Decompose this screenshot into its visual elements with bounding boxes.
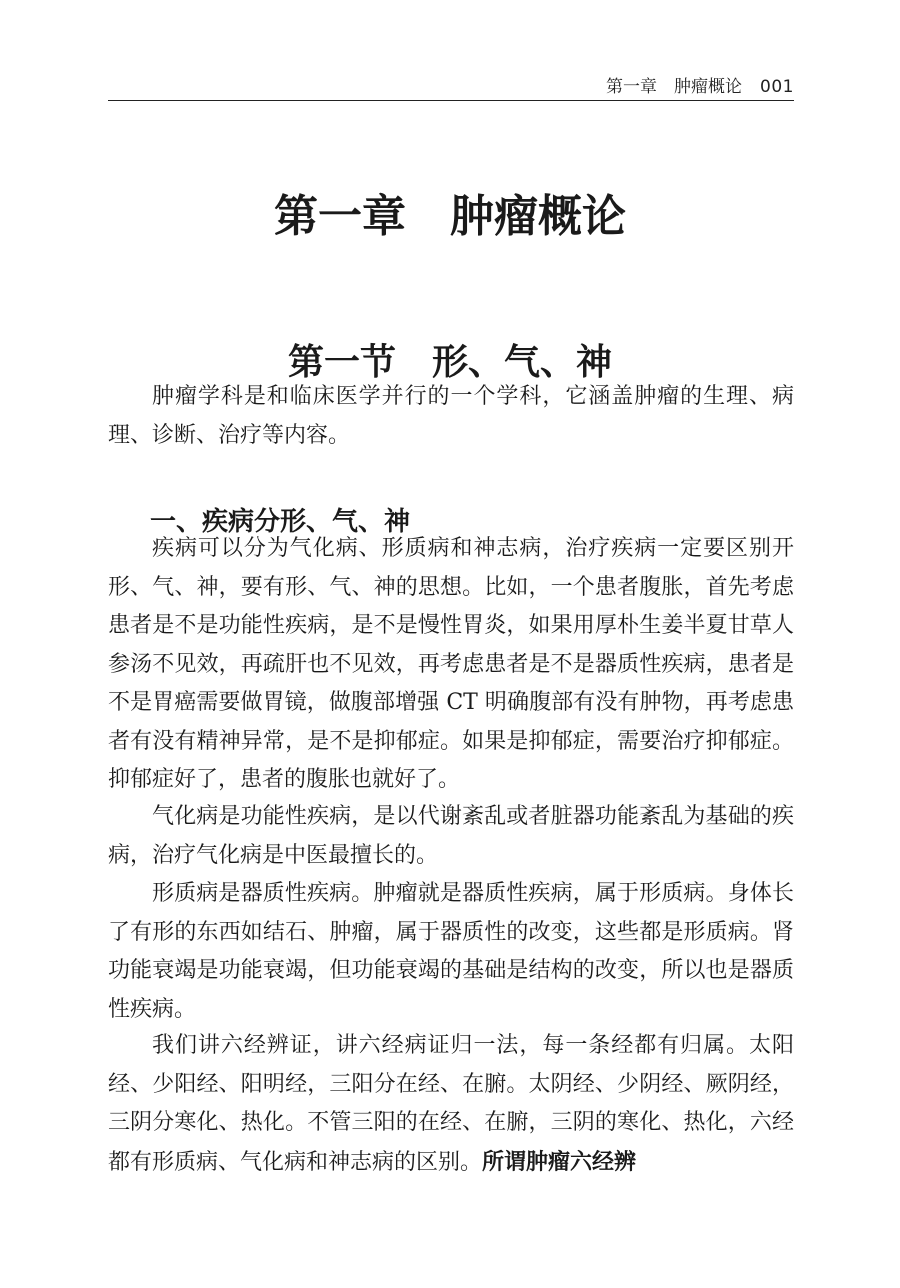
section-title: 第一节 形、气、神 [287, 340, 612, 383]
body-paragraph-3: 形质病是器质性疾病。肿瘤就是器质性疾病，属于形质病。身体长了有形的东西如结石、肿瘤，属于器质性的改变，这些都是形质病。肾功能衰竭是功能衰竭，但功能衰竭的基础是结构的改变，所以也是器质性疾病。 [108, 881, 794, 1022]
running-header [108, 74, 794, 101]
subheading: 一、疾病分形、气、神 [150, 507, 411, 537]
body-paragraph-4-bold-tail: 所谓肿瘤六经辨 [482, 1148, 637, 1175]
intro-paragraph: 肿瘤学科是和临床医学并行的一个学科，它涵盖肿瘤的生理、病理、诊断、治疗等内容。 [108, 384, 794, 448]
page-number: 001 [760, 77, 794, 97]
body-paragraph-4-text: 我们讲六经辨证，讲六经病证归一法，每一条经都有归属。太阳经、少阳经、阳明经，三阳分在经、在腑。太阴经、少阴经、厥阴经，三阴分寒化、热化。不管三阳的在经、在腑，三阴的寒化、热化，六经都有形质病、气化病和神志病的区别。 [108, 1033, 794, 1175]
body-paragraph-2: 气化病是功能性疾病，是以代谢紊乱或者脏器功能紊乱为基础的疾病，治疗气化病是中医最擅长的。 [108, 804, 794, 868]
chapter-title: 第一章 肿瘤概论 [274, 191, 626, 243]
body-paragraph-1: 疾病可以分为气化病、形质病和神志病，治疗疾病一定要区别开形、气、神，要有形、气、神的思想。比如，一个患者腹胀，首先考虑患者是不是功能性疾病，是不是慢性胃炎，如果用厚朴生姜半夏甘草人参汤不见效，再疏肝也不见效，再考虑患者是不是器质性疾病，患者是不是胃癌需要做胃镜，做腹部增强 CT 明确腹部有没有肿物，再考虑患者有没有精神异常，是不是抑郁症。如果是抑郁症，需要治疗抑郁症。抑郁症好了，患者的腹胀也就好了。 [108, 536, 794, 792]
running-header-chapter: 第一章 肿瘤概论 [606, 77, 743, 97]
body-paragraph-4 [108, 1027, 794, 1182]
